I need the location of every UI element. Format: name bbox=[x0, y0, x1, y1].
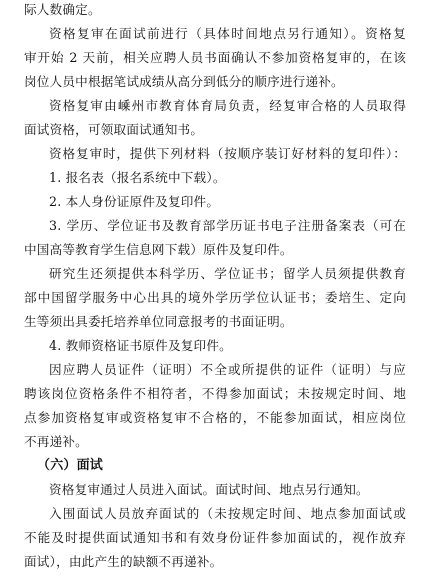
text-line: 岗位人员中根据笔试成绩从高分到低分的顺序进行递补。 bbox=[24, 74, 344, 89]
text-line: 面试），由此产生的缺额不再递补。 bbox=[24, 554, 223, 569]
text-line: 聘该岗位资格条件不相符者，不得参加面试；未按规定时间、地 bbox=[24, 386, 406, 401]
text-line: 中国高等教育学生信息网下载）原件及复印件。 bbox=[24, 242, 293, 257]
text-line: 入围面试人员放弃面试的（未按规定时间、地点参加面试或 bbox=[49, 506, 406, 521]
text-line: 资格复审时，提供下列材料（按顺序装订好材料的复印件）： bbox=[49, 146, 406, 161]
text-line: 研究生还须提供本科学历、学位证书；留学人员须提供教育 bbox=[49, 266, 406, 281]
text-line: 资格复审由嵊州市教育体育局负责，经复审合格的人员取得 bbox=[49, 98, 406, 113]
text-line: 资格复审在面试前进行（具体时间地点另行通知）。资格复 bbox=[49, 26, 406, 41]
text-line: 2. 本人身份证原件及复印件。 bbox=[49, 194, 220, 209]
text-line: 审开始 2 天前，相关应聘人员书面确认不参加资格复审的，在该 bbox=[24, 50, 406, 65]
text-line: 3. 学历、学位证书及教育部学历证书电子注册备案表（可在 bbox=[49, 218, 406, 233]
text-line: 因应聘人员证件（证明）不全或所提供的证件（证明）与应 bbox=[49, 362, 406, 377]
text-line: 不能及时提供面试通知书和有效身份证件参加面试的，视作放弃 bbox=[24, 530, 406, 545]
section-heading: （六）面试 bbox=[37, 458, 104, 473]
text-line: 际人数确定。 bbox=[24, 2, 101, 17]
text-line: 点参加资格复审或资格复审不合格的，不能参加面试，相应岗位 bbox=[24, 410, 406, 425]
text-line: 不再递补。 bbox=[24, 434, 88, 449]
text-line: 生等须出具委托培养单位同意报考的书面证明。 bbox=[24, 314, 293, 329]
text-line: 资格复审通过人员进入面试。面试时间、地点另行通知。 bbox=[49, 482, 369, 497]
text-line: 部中国留学服务中心出具的境外学历学位认证书；委培生、定向 bbox=[24, 290, 406, 305]
text-line: 4. 教师资格证书原件及复印件。 bbox=[49, 338, 232, 353]
text-line: 面试资格，可领取面试通知书。 bbox=[24, 122, 204, 137]
text-line: 1. 报名表（报名系统中下载）。 bbox=[49, 170, 226, 185]
